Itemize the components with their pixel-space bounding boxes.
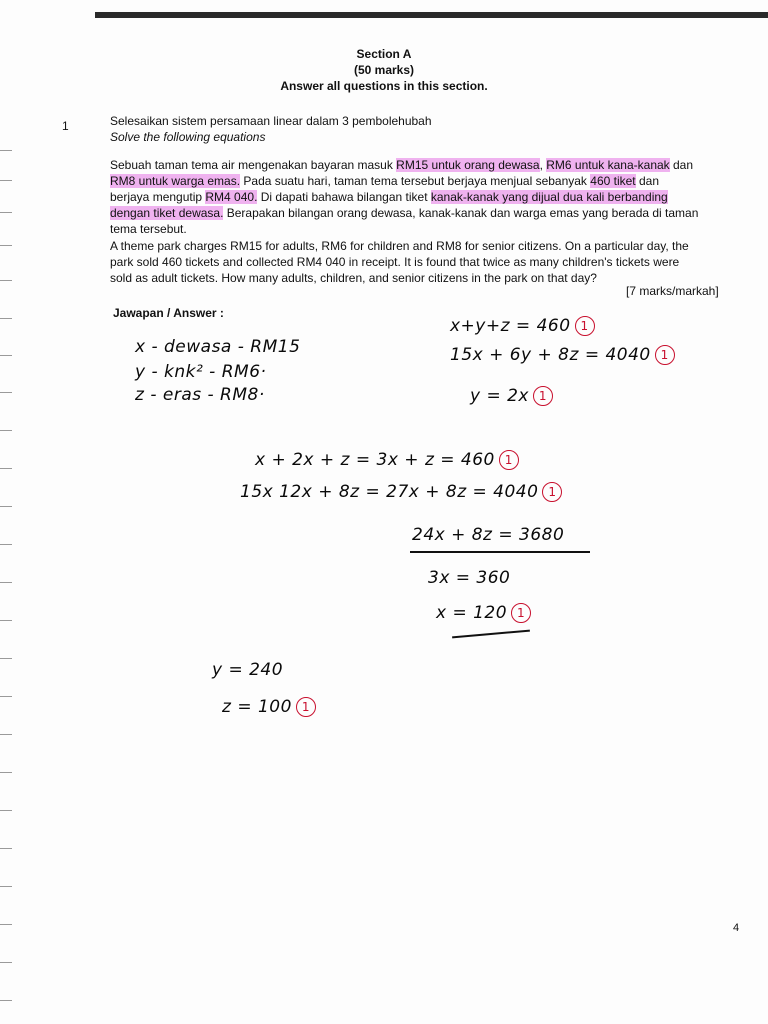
answer-label: Jawapan / Answer : <box>113 306 224 320</box>
highlight-ticket-count: 460 tiket <box>590 174 636 188</box>
hw-equation-2: 15x + 6y + 8z = 4040 1 <box>450 345 675 365</box>
subtraction-line <box>410 551 590 553</box>
question-ms-line-2: RM8 untuk warga emas. Pada suatu hari, taman tema tersebut berjaya menjual sebanyak 460 tiket dan <box>110 174 659 188</box>
hw-multiplied-equation: 24x + 8z = 3680 <box>412 525 565 545</box>
question-en-line-1: A theme park charges RM15 for adults, RM6 for children and RM8 for senior citizens. On a particular day, the <box>110 239 689 253</box>
grader-mark: 1 <box>499 450 519 470</box>
hw-equation-1: x+y+z = 460 1 <box>450 316 595 336</box>
question-ms-line-5: tema tersebut. <box>110 222 187 236</box>
hw-substitution-2: 15x 12x + 8z = 27x + 8z = 4040 1 <box>240 482 562 502</box>
section-title: Section A <box>356 47 412 61</box>
highlight-senior-price: RM8 untuk warga emas. <box>110 174 241 188</box>
hw-definition-x: x - dewasa - RM15 <box>135 337 301 357</box>
question-title-ms: Selesaikan sistem persamaan linear dalam 3 pembolehubah <box>110 114 432 128</box>
highlight-ratio-1: kanak-kanak yang dijual dua kali berbanding <box>430 190 668 204</box>
section-marks: (50 marks) <box>353 63 415 77</box>
hw-equation-3: y = 2x 1 <box>470 386 553 406</box>
grader-mark: 1 <box>575 316 595 336</box>
highlight-child-price: RM6 untuk kana-kanak <box>546 158 670 172</box>
hw-y-value: y = 240 <box>212 660 284 680</box>
hw-definition-y: y - knk² - RM6· <box>135 362 267 382</box>
question-title-en: Solve the following equations <box>110 130 266 144</box>
grader-mark: 1 <box>296 697 316 717</box>
question-en-line-3: sold as adult tickets. How many adults, children, and senior citizens in the park on that day? <box>110 271 597 285</box>
highlight-receipt: RM4 040. <box>205 190 258 204</box>
question-ms-line-4: dengan tiket dewasa. Berapakan bilangan orang dewasa, kanak-kanak dan warga emas yang berada di taman <box>110 206 699 220</box>
hw-z-value: z = 100 1 <box>222 697 316 717</box>
hw-definition-z: z - eras - RM8· <box>135 385 265 405</box>
hw-substitution-1: x + 2x + z = 3x + z = 460 1 <box>255 450 519 470</box>
highlight-adult-price: RM15 untuk orang dewasa <box>396 158 540 172</box>
question-number: 1 <box>62 119 69 133</box>
highlight-ratio-2: dengan tiket dewasa. <box>110 206 224 220</box>
question-en-line-2: park sold 460 tickets and collected RM4 040 in receipt. It is found that twice as many children's tickets were <box>110 255 680 269</box>
question-ms-line-3: berjaya mengutip RM4 040. Di dapati bahawa bilangan tiket kanak-kanak yang dijual dua kali berbanding <box>110 190 668 204</box>
answer-underline <box>452 630 530 639</box>
grader-mark: 1 <box>511 603 531 623</box>
hw-result-x: x = 120 1 <box>436 603 531 623</box>
binder-margin-marks <box>0 150 14 1010</box>
marks-label: [7 marks/markah] <box>626 284 719 298</box>
hw-result-3x: 3x = 360 <box>428 568 511 588</box>
page-number: 4 <box>733 922 740 934</box>
grader-mark: 1 <box>533 386 553 406</box>
grader-mark: 1 <box>655 345 675 365</box>
scan-top-edge <box>95 12 768 18</box>
section-instruction: Answer all questions in this section. <box>280 79 488 93</box>
grader-mark: 1 <box>542 482 562 502</box>
question-ms-line-1: Sebuah taman tema air mengenakan bayaran masuk RM15 untuk orang dewasa, RM6 untuk kana-kanak dan <box>110 158 694 172</box>
